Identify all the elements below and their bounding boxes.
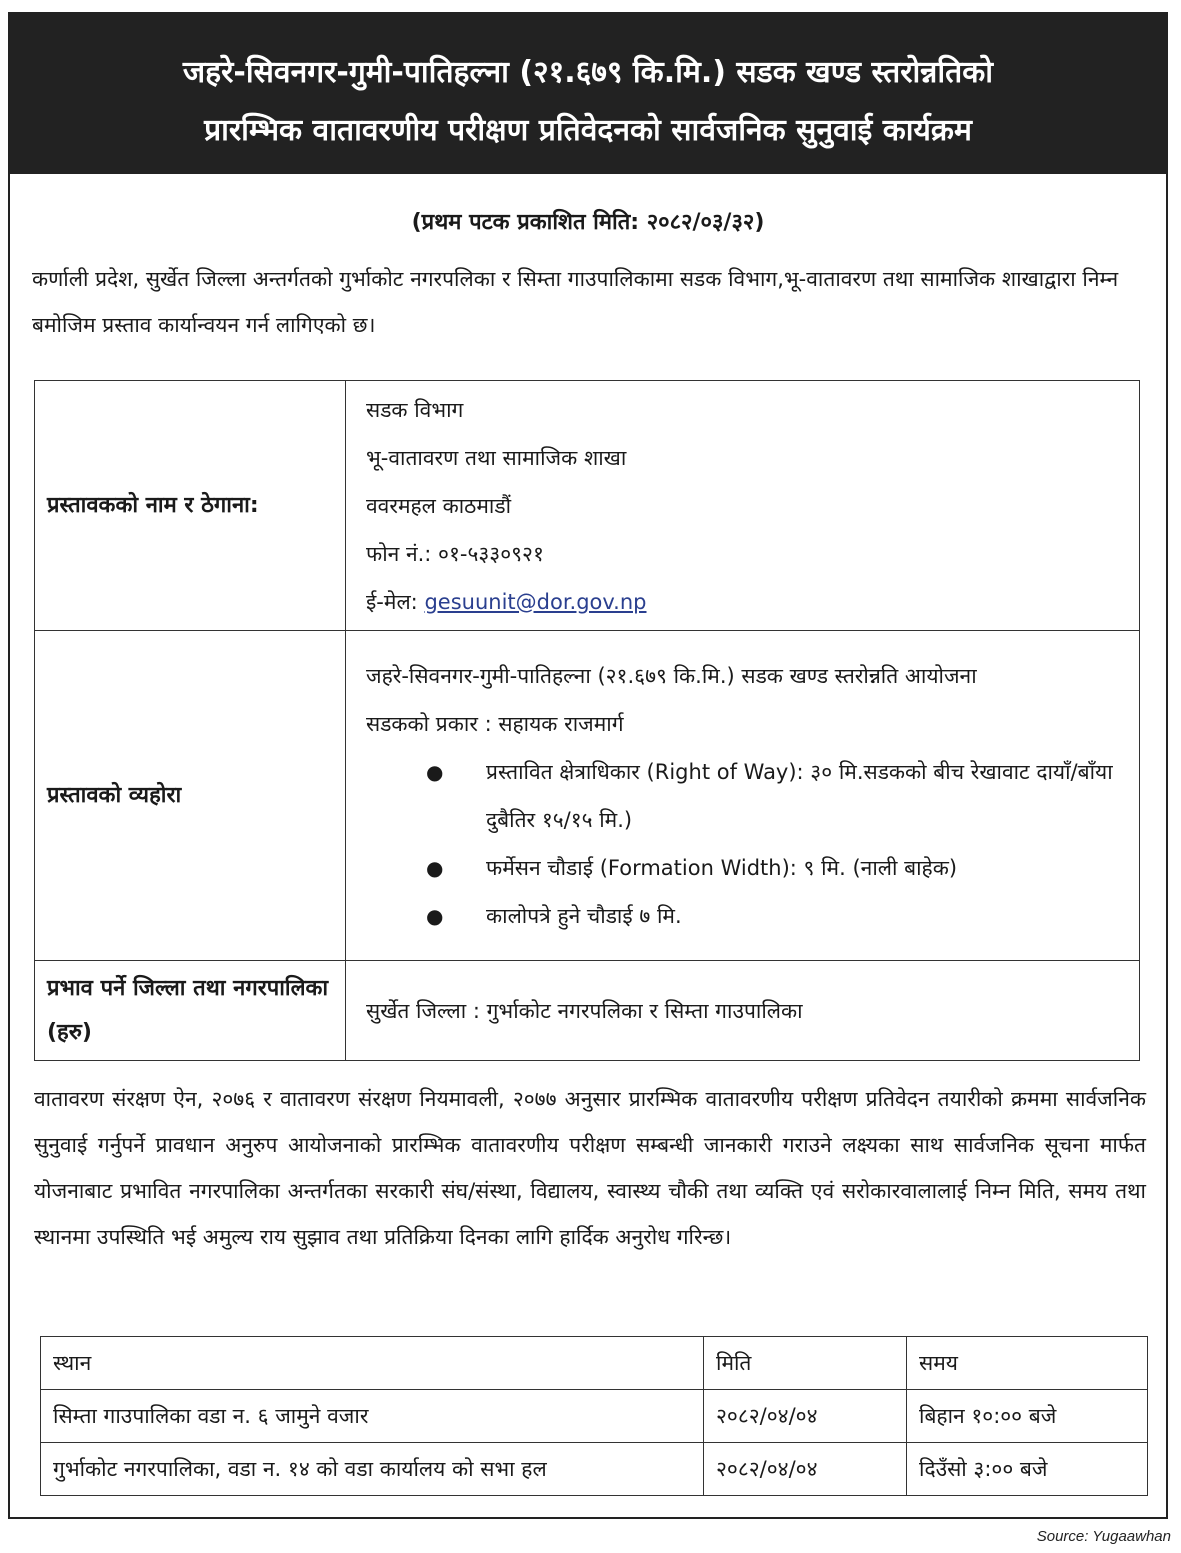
subject-details: [346, 631, 1140, 961]
subject-label: प्रस्तावको व्यहोरा: [35, 631, 346, 961]
cell-date: २०८२/०४/०४: [704, 1443, 907, 1496]
cell-time: दिउँसो ३:०० बजे: [907, 1443, 1148, 1496]
title-banner: [10, 14, 1166, 174]
header-date: मिति: [704, 1337, 907, 1390]
table-row: [41, 1443, 1148, 1496]
header-location: स्थान: [41, 1337, 704, 1390]
road-type: सडकको प्रकार : सहायक राजमार्ग: [366, 711, 624, 736]
proposer-address: ववरमहल काठमाडौं: [366, 493, 512, 518]
publication-date: (प्रथम पटक प्रकाशित मिति: २०८२/०३/३२): [411, 210, 765, 235]
project-name: जहरे-सिवनगर-गुमी-पातिहल्ना (२१.६७९ कि.मि.) सडक खण्ड स्तरोन्नति आयोजना: [366, 663, 977, 688]
email-link[interactable]: gesuunit@dor.gov.np: [424, 589, 647, 614]
header-time: समय: [907, 1337, 1148, 1390]
request-paragraph: वातावरण संरक्षण ऐन, २०७६ र वातावरण संरक्षण नियमावली, २०७७ अनुसार प्रारम्भिक वातावरणीय परीक्षण प्रतिवेदन तयारीको क्रममा सार्वजनिक सुनुवाई गर्नुपर्ने प्रावधान अनुरुप आयोजनाको प्रारम्भिक वातावरणीय परीक्षण सम्बन्धी जानकारी गराउने लक्ष्यका साथ सार्वजनिक सूचना मार्फत योजनाबाट प्रभावित नगरपालिका अन्तर्गतका सरकारी संघ/संस्था, विद्यालय, स्वास्थ्य चौकी तथा व्यक्ति एवं सरोकारवालालाई निम्न मिति, समय तथा स्थानमा उपस्थिति भई अमुल्य राय सुझाव तथा प्रतिक्रिया दिनका लागि हार्दिक अनुरोध गरिन्छ।: [34, 1087, 1146, 1249]
table-row: [35, 631, 1140, 961]
proposer-label: प्रस्तावकको नाम र ठेगाना:: [35, 381, 346, 631]
affected-value: सुर्खेत जिल्ला : गुर्भाकोट नगरपलिका र सिम्ता गाउपालिका: [346, 961, 1140, 1061]
intro-text: कर्णाली प्रदेश, सुर्खेत जिल्ला अन्तर्गतको गुर्भाकोट नगरपलिका र सिम्ता गाउपालिकामा सडक विभाग,भू-वातावरण तथा सामाजिक शाखाद्वारा निम्न बमोजिम प्रस्ताव कार्यान्वयन गर्न लागिएको छ।: [32, 267, 1119, 337]
table-row: [41, 1390, 1148, 1443]
affected-label: प्रभाव पर्ने जिल्ला तथा नगरपालिका (हरु): [35, 961, 346, 1061]
proposer-phone: फोन नं.: ०१-५३३०९२१: [366, 541, 544, 566]
cell-location: गुर्भाकोट नगरपालिका, वडा न. १४ को वडा कार्यालय को सभा हल: [41, 1443, 704, 1496]
cell-time: बिहान १०:०० बजे: [907, 1390, 1148, 1443]
schedule-table: [40, 1336, 1148, 1496]
proposer-email-row: [366, 578, 1125, 626]
proposer-dept: सडक विभाग: [366, 397, 464, 422]
list-item: ● प्रस्तावित क्षेत्राधिकार (Right of Way): ३० मि.सडकको बीच रेखावाट दायाँ/बाँया दुबैतिर १५/१५ मि.): [426, 748, 1125, 844]
table-row: [35, 381, 1140, 631]
list-item: ● कालोपत्रे हुने चौडाई ७ मि.: [426, 892, 1125, 940]
spec-list: [366, 748, 1125, 940]
email-label: ई-मेल:: [366, 589, 418, 614]
proposal-table: [34, 380, 1140, 1061]
cell-location: सिम्ता गाउपालिका वडा न. ६ जामुने वजार: [41, 1390, 704, 1443]
proposer-branch: भू-वातावरण तथा सामाजिक शाखा: [366, 445, 627, 470]
cell-date: २०८२/०४/०४: [704, 1390, 907, 1443]
table-header-row: [41, 1337, 1148, 1390]
notice-frame: [8, 12, 1168, 1519]
list-item: ● फर्मेसन चौडाई (Formation Width): ९ मि. (नाली बाहेक): [426, 844, 1125, 892]
title-line-2: प्रारम्भिक वातावरणीय परीक्षण प्रतिवेदनको सार्वजनिक सुनुवाई कार्यक्रम: [204, 113, 972, 148]
source-credit: Source: Yugaawhan: [1036, 1528, 1171, 1545]
proposer-details: [346, 381, 1140, 631]
table-row: [35, 961, 1140, 1061]
title-line-1: जहरे-सिवनगर-गुमी-पातिहल्ना (२१.६७९ कि.मि.) सडक खण्ड स्तरोन्नतिको: [182, 55, 994, 90]
